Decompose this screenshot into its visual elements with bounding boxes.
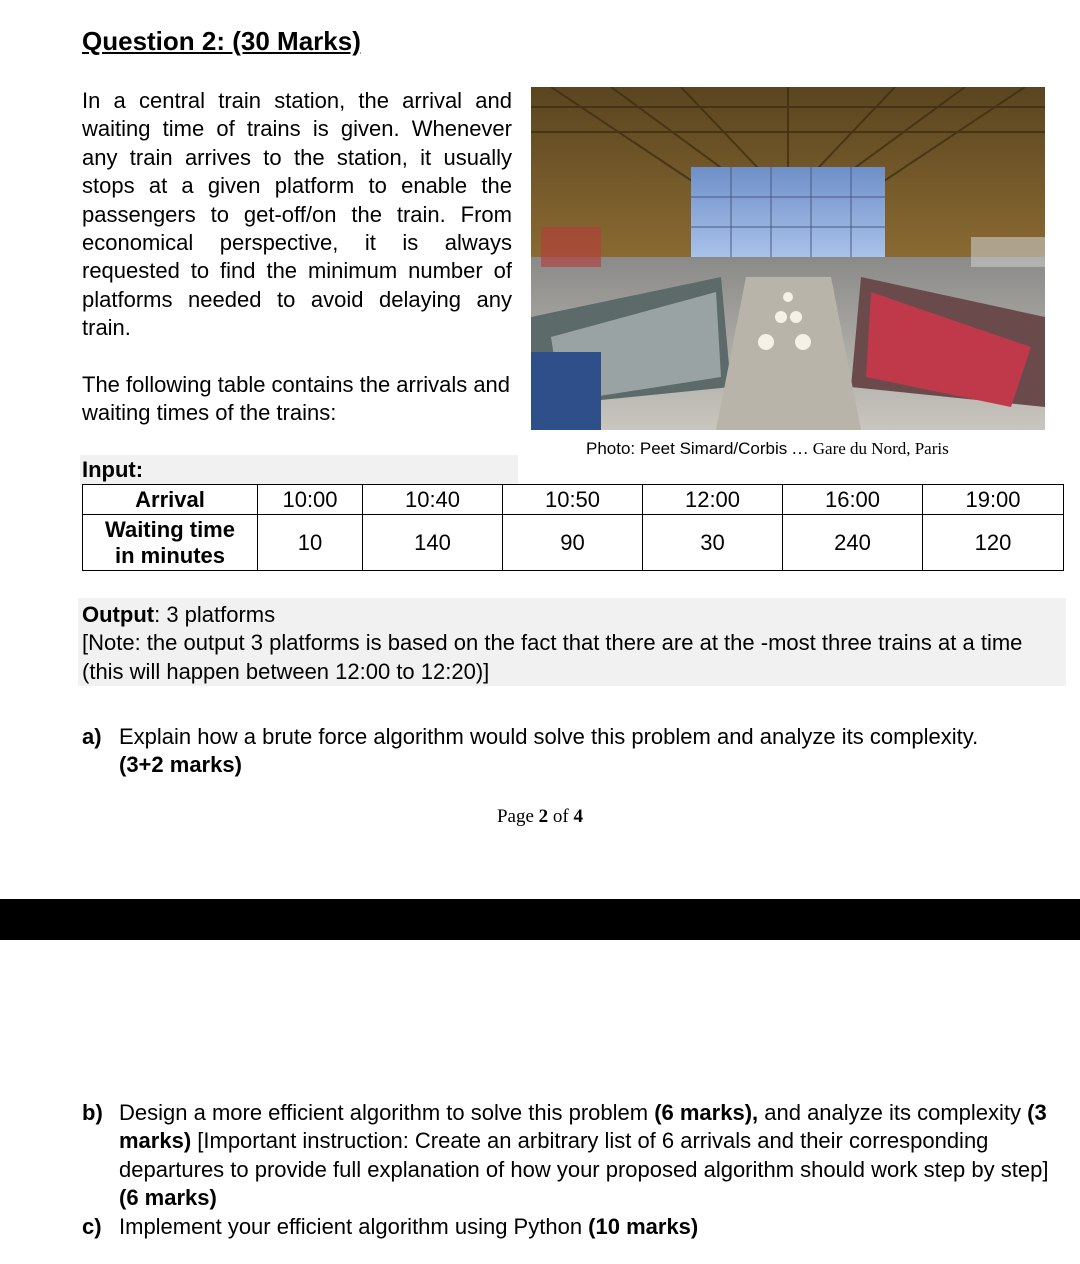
part-b-marks3: (6 marks): [119, 1185, 217, 1211]
trains-table: [82, 484, 1064, 571]
part-c-marks: (10 marks): [588, 1214, 699, 1239]
part-a-marks: (3+2 marks): [119, 752, 242, 778]
page-break-bar: [0, 899, 1080, 940]
photo-credit: [586, 439, 949, 459]
waiting-cell: 10: [258, 515, 363, 571]
page-current: 2: [538, 806, 549, 827]
part-b-marks2: (3 marks): [119, 1100, 1047, 1154]
page-total: 4: [573, 806, 583, 827]
part-a: [82, 723, 982, 780]
waiting-header: [83, 515, 258, 571]
arrival-cell: 10:40: [363, 485, 503, 515]
arrival-cell: 19:00: [923, 485, 1064, 515]
waiting-cell: 30: [643, 515, 783, 571]
page-number: [0, 806, 1080, 828]
photo-credit-sans: Photo: Peet Simard/Corbis: [586, 439, 788, 458]
input-label-background: [80, 455, 518, 485]
arrival-cell: 10:50: [503, 485, 643, 515]
waiting-cell: 140: [363, 515, 503, 571]
part-b-text1: Design a more efficient algorithm to solve this problem: [119, 1100, 655, 1125]
part-a-text: Explain how a brute force algorithm would solve this problem and analyze its complexity.: [119, 724, 979, 749]
waiting-cell: 120: [923, 515, 1064, 571]
question-title: Question 2: (30 Marks): [82, 26, 361, 56]
arrival-cell: 10:00: [258, 485, 363, 515]
arrival-row: [83, 485, 1064, 515]
waiting-row: [83, 515, 1064, 571]
part-b-text3: [Important instruction: Create an arbitrary list of 6 arrivals and their corresponding departures to provide full explanation of how your proposed algorithm should work step by step]: [119, 1128, 1049, 1182]
part-b-body: [119, 1099, 1072, 1213]
photo-credit-location: … Gare du Nord, Paris: [787, 439, 949, 458]
waiting-cell: 240: [783, 515, 923, 571]
arrival-cell: 12:00: [643, 485, 783, 515]
part-b-marks1: (6 marks),: [654, 1100, 759, 1125]
arrival-header: Arrival: [83, 485, 258, 515]
output-value: : 3 platforms: [154, 602, 276, 627]
part-c: [82, 1213, 1072, 1241]
train-station-photo: [531, 87, 1045, 430]
part-b-text2: and analyze its complexity: [758, 1100, 1028, 1125]
part-c-body: [119, 1213, 1072, 1241]
part-c-text: Implement your efficient algorithm using Python: [119, 1214, 589, 1239]
input-label: Input:: [82, 457, 144, 482]
part-a-label: a): [82, 724, 102, 749]
page-prefix: Page: [496, 806, 539, 827]
part-b-label: b): [82, 1100, 103, 1125]
intro-paragraph: In a central train station, the arrival and waiting time of trains is given. Whenever any train arrives to the station, it usually stops at a given platform to enable the passengers to get-off/on the train. From economical perspective, it is always requested to find the minimum number of platforms needed to avoid delaying any train.: [82, 88, 512, 341]
table-intro-text: The following table contains the arrivals and waiting times of the trains:: [82, 372, 511, 426]
arrival-cell: 16:00: [783, 485, 923, 515]
waiting-cell: 90: [503, 515, 643, 571]
output-label: Output: [82, 602, 155, 627]
page-middle: of: [548, 806, 574, 827]
output-section: [82, 601, 1067, 686]
output-line: [82, 601, 1067, 629]
waiting-header-line1: Waiting time: [105, 516, 235, 542]
part-c-label: c): [82, 1214, 102, 1239]
output-note: [Note: the output 3 platforms is based on the fact that there are at the -most three trains at a time (this will happen between 12:00 to 12:20)]: [82, 630, 1023, 684]
waiting-header-line2: in minutes: [114, 542, 225, 568]
part-b: [82, 1099, 1072, 1213]
part-a-body: [119, 723, 982, 780]
